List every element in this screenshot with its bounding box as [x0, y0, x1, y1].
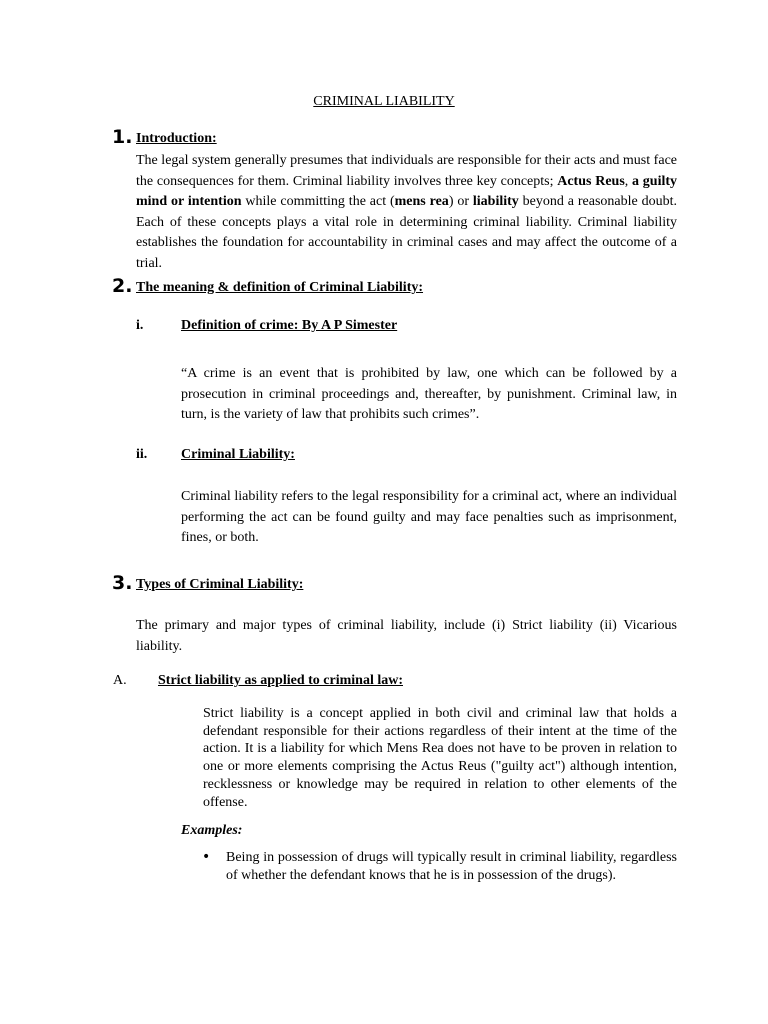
subsection-i-quote: “A crime is an event that is prohibited by law, one which can be followed by a prosecution in criminal proceedings and, thereafter, by punishment. Criminal law, in turn, is the variety of law that prohibits such crimes”.: [181, 366, 677, 422]
section-1-paragraph: [136, 151, 677, 274]
bullet-icon: •: [202, 849, 211, 865]
intro-text-5: beyond a reasonable doubt. Each of these concepts plays a vital role in determining criminal liability. Criminal liability establishes the foundation for accountability in criminal cases and may affect the outcome of a trial.: [136, 194, 677, 271]
intro-text-1: The legal system generally presumes that individuals are responsible for their acts and must face the consequences for them. Criminal liability involves three key concepts;: [136, 153, 677, 189]
intro-bold-actus-reus: Actus Reus: [557, 173, 625, 189]
examples-label: Examples:: [181, 823, 243, 838]
intro-bold-mens-rea: mens rea: [394, 194, 449, 209]
intro-text-3: while committing the act (: [241, 194, 395, 209]
example-list-item: Being in possession of drugs will typically result in criminal liability, regardless of whether the defendant knows that he is in possession of the drugs).: [226, 850, 677, 883]
intro-bold-liability: liability: [472, 194, 519, 209]
intro-bold-guilty-mind: a guilty mind or intention: [136, 173, 678, 209]
section-1-heading: Introduction:: [136, 131, 217, 146]
intro-text-2: ,: [624, 173, 633, 189]
section-3-heading: Types of Criminal Liability:: [136, 577, 304, 592]
section-1-number: 1.: [112, 126, 133, 148]
subsection-i-marker: i.: [136, 318, 144, 333]
subsection-ii-marker: ii.: [136, 447, 148, 462]
subsection-a-heading: Strict liability as applied to criminal law:: [158, 673, 403, 688]
subsection-a-text: Strict liability is a concept applied in both civil and criminal law that holds a defendant responsible for their actions regardless of their intent at the time of the action. It is a liability for which Mens Rea does not have to be proven in relation to one or more elements comprising the Actus Reus ("guilty act") although intention, recklessness or knowledge may be required in relation to other elements of the offense.: [203, 706, 677, 810]
section-2-number: 2.: [112, 275, 133, 297]
subsection-i-heading: Definition of crime: By A P Simester: [181, 318, 398, 333]
document-title: CRIMINAL LIABILITY: [313, 94, 455, 109]
subsection-a-marker: A.: [113, 673, 127, 688]
section-2-heading: The meaning & definition of Criminal Liability:: [136, 280, 424, 295]
section-3-text: The primary and major types of criminal liability, include (i) Strict liability (ii) Vicarious liability.: [136, 618, 677, 654]
subsection-ii-heading: Criminal Liability:: [181, 447, 295, 462]
section-3-number: 3.: [112, 572, 133, 594]
subsection-ii-text: Criminal liability refers to the legal responsibility for a criminal act, where an individual performing the act can be found guilty and may face penalties such as imprisonment, fines, or both.: [181, 489, 677, 545]
intro-text-4: ) or: [448, 194, 473, 209]
